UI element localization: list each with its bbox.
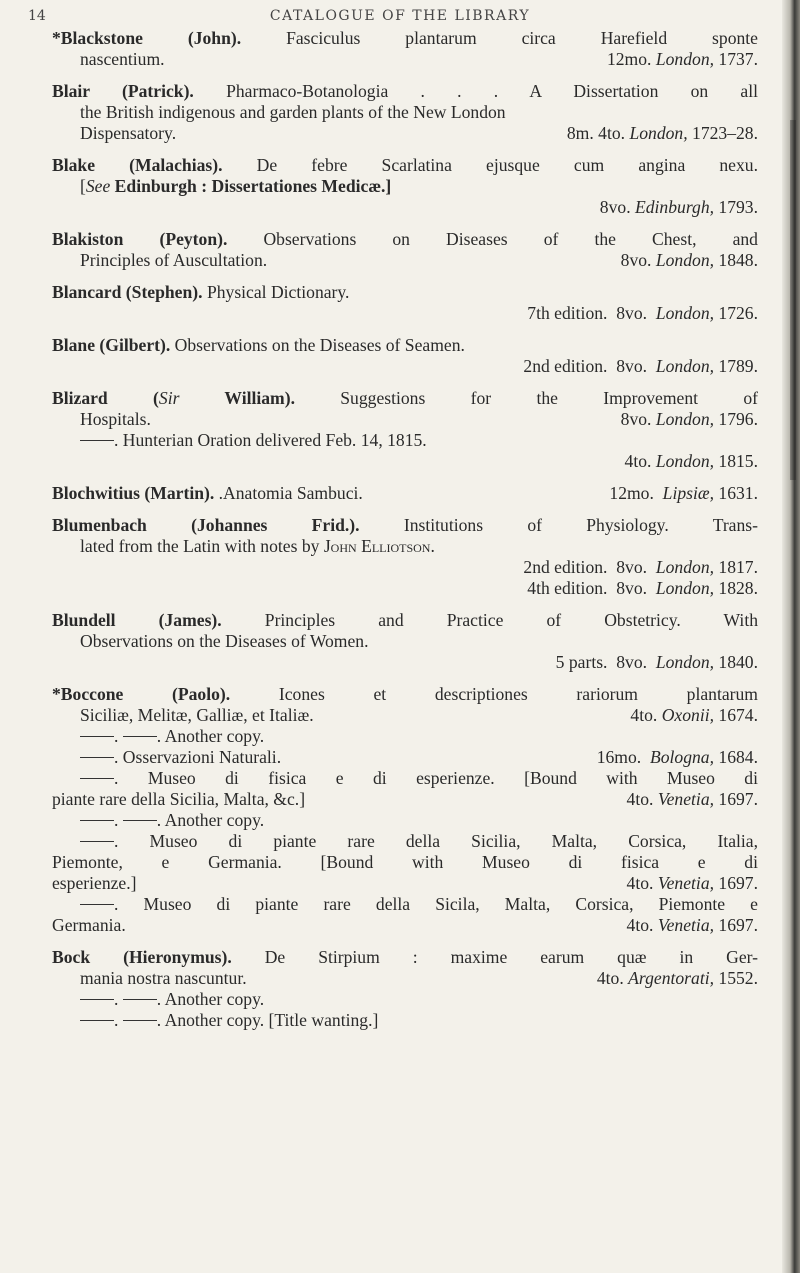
- entry-line: . . Another copy.: [52, 810, 758, 831]
- entry-format: 8vo.: [599, 197, 631, 217]
- entry-line: [52, 123, 758, 144]
- entry-place: London,: [655, 557, 715, 577]
- entry-line: [52, 49, 758, 70]
- entry-year: 1817.: [714, 557, 758, 577]
- entry-line: [52, 652, 758, 673]
- ditto-dash: [80, 999, 114, 1000]
- entry-title: Siciliæ, Melitæ, Galliæ, et Italiæ.: [80, 705, 314, 725]
- entry-year: 1737.: [714, 49, 758, 69]
- entry-blakiston: [52, 229, 758, 271]
- entry-line: [52, 705, 758, 726]
- entry-title: Hospitals.: [80, 409, 151, 429]
- entry-blundell: [52, 610, 758, 673]
- entry-format: 4to.: [626, 873, 654, 893]
- entry-format: 8vo.: [616, 578, 648, 598]
- entry-place: Venetia,: [657, 873, 715, 893]
- entry-year: 1697.: [714, 873, 758, 893]
- ditto-dash: [80, 440, 114, 441]
- entry-imprint: [597, 968, 758, 989]
- entry-place: London,: [655, 250, 715, 270]
- entry-line: [52, 684, 758, 705]
- entry-heading: [52, 483, 363, 504]
- entry-blair: [52, 81, 758, 144]
- entry-imprint: [607, 49, 758, 70]
- entry-place: London,: [655, 578, 715, 598]
- entry-title: . Museo di piante rare della Sicila, Malta, Corsica, Piemonte e: [114, 894, 758, 914]
- entry-format: 8vo.: [620, 250, 652, 270]
- entry-title: .Anatomia Sambuci.: [214, 483, 363, 503]
- entry-year: 1631.: [714, 483, 758, 503]
- entry-format: 8vo.: [616, 652, 648, 672]
- entry-line: [52, 229, 758, 250]
- page-number: 14: [28, 8, 46, 24]
- entry-imprint: [597, 747, 758, 768]
- ditto-dash: [80, 904, 114, 905]
- entry-format: 8vo.: [616, 303, 648, 323]
- ditto-dash: [123, 1020, 157, 1021]
- entry-line: [52, 155, 758, 176]
- ditto-dash: [123, 736, 157, 737]
- entry-blancard: [52, 282, 758, 324]
- ditto-dash: [80, 778, 114, 779]
- entry-format: 4to.: [624, 451, 652, 471]
- entry-line: [52, 557, 758, 578]
- entry-year: 1697.: [714, 789, 758, 809]
- entry-year: 1726.: [714, 303, 758, 323]
- entry-blackstone: [52, 28, 758, 70]
- entry-title: Principles of Auscultation.: [80, 250, 268, 270]
- ditto-dash: [123, 820, 157, 821]
- entry-year: 1697.: [714, 915, 758, 935]
- entry-author: Blair (Patrick).: [52, 81, 194, 101]
- entry-format: 4to.: [630, 705, 658, 725]
- entry-title: Germania.: [52, 915, 126, 935]
- entry-line: [52, 768, 758, 789]
- entry-year: 1815.: [714, 451, 758, 471]
- entry-line: the British indigenous and garden plants of the New London: [80, 102, 506, 122]
- entry-format: 8vo.: [616, 557, 648, 577]
- entry-bock: [52, 947, 758, 1031]
- entry-year: 1840.: [714, 652, 758, 672]
- entry-title: Dispensatory.: [80, 123, 177, 143]
- entry-line: [52, 356, 758, 377]
- entry-line: [52, 515, 758, 536]
- entry-format: 12mo.: [606, 49, 652, 69]
- entry-format: 8vo.: [620, 409, 652, 429]
- entry-place: Argentorati,: [628, 968, 715, 988]
- entry-author: Blochwitius (Martin).: [52, 483, 215, 503]
- entry-line: [52, 536, 758, 557]
- entry-line: [52, 250, 758, 271]
- entry-place: London,: [629, 123, 688, 143]
- catalogue-entries: [52, 28, 758, 1042]
- bracket: [: [80, 176, 86, 196]
- entry-imprint: [609, 483, 758, 504]
- entry-title: Observations on Diseases of the Chest, and: [227, 229, 758, 249]
- entry-line: [52, 894, 758, 915]
- entry-year: 1789.: [714, 356, 758, 376]
- entry-place: London,: [655, 49, 715, 69]
- entry-imprint: [621, 409, 758, 430]
- entry-author: Blundell (James).: [52, 610, 222, 630]
- entry-title: Pharmaco-Botanologia . . . A Dissertation on all: [193, 81, 758, 101]
- entry-place: London,: [655, 303, 715, 323]
- entry-edition: 2nd edition.: [523, 356, 608, 376]
- entry-line: [52, 831, 758, 852]
- ditto-dash: [123, 999, 157, 1000]
- entry-edition: 2nd edition.: [523, 557, 608, 577]
- entry-imprint: [627, 915, 758, 936]
- entry-title: De Stirpium : maxime earum quæ in Ger-: [231, 947, 758, 967]
- entry-author: Blane (Gilbert).: [52, 335, 171, 355]
- entry-title: nascentium.: [80, 49, 165, 69]
- entry-line: [52, 873, 758, 894]
- entry-format: 16mo.: [596, 747, 642, 767]
- entry-line: [52, 388, 758, 409]
- entry-author: Blumenbach (Johannes Frid.).: [52, 515, 360, 535]
- entry-title: Observations on the Diseases of Seamen.: [170, 335, 465, 355]
- entry-line: Piemonte, e Germania. [Bound with Museo di fisica e di: [52, 852, 758, 872]
- running-header: CATALOGUE OF THE LIBRARY: [269, 8, 531, 24]
- entry-blane: [52, 335, 758, 377]
- entry-title: esperienze.]: [52, 873, 137, 893]
- entry-line: . . Another copy.: [52, 726, 758, 747]
- entry-title: . Another copy.: [156, 989, 265, 1009]
- entry-line: [52, 789, 758, 810]
- entry-year: 1848.: [714, 250, 758, 270]
- entry-title: . Museo di piante rare della Sicilia, Malta, Corsica, Italia,: [114, 831, 758, 851]
- ditto-dash: [80, 841, 114, 842]
- see-reference: See: [85, 176, 111, 196]
- entry-year: 1684.: [714, 747, 758, 767]
- entry-year: 1828.: [714, 578, 758, 598]
- entry-title: . Another copy.: [156, 726, 265, 746]
- entry-format: 4to.: [626, 789, 654, 809]
- entry-title: . Museo di fisica e di esperienze. [Bound with Museo di: [114, 768, 758, 788]
- entry-title: De febre Scarlatina ejusque cum angina nexu.: [222, 155, 758, 175]
- entry-title: piante rare della Sicilia, Malta, &c.]: [52, 789, 306, 809]
- entry-format: 12mo.: [609, 483, 654, 503]
- entry-line: [52, 282, 758, 303]
- entry-edition: 4th edition.: [527, 578, 608, 598]
- entry-place: Lipsiæ,: [662, 483, 715, 503]
- entry-author: Blancard (Stephen).: [52, 282, 203, 302]
- entry-title: Principles and Practice of Obstetricy. With: [221, 610, 759, 630]
- ditto-dash: [80, 1020, 114, 1021]
- entry-line: [52, 578, 758, 599]
- entry-title: . Another copy. [Title wanting.]: [156, 1010, 379, 1030]
- entry-place: Oxonii,: [661, 705, 715, 725]
- entry-line: . . Another copy.: [52, 989, 758, 1010]
- entry-line: . . Another copy. [Title wanting.]: [52, 1010, 758, 1031]
- entry-format: 4to.: [596, 968, 624, 988]
- entry-place: Venetia,: [657, 789, 715, 809]
- entry-title: Institutions of Physiology. Trans-: [359, 515, 758, 535]
- entry-line: [52, 747, 758, 768]
- entry-line: [52, 335, 758, 356]
- entry-author: *Boccone (Paolo).: [52, 684, 231, 704]
- entry-year: 1674.: [714, 705, 758, 725]
- entry-year: 1793.: [714, 197, 758, 217]
- entry-format: 8vo.: [616, 356, 648, 376]
- entry-line: [52, 197, 758, 218]
- entry-line: [52, 610, 758, 631]
- entry-title: lated from the Latin with notes by: [80, 536, 324, 556]
- entry-imprint: [630, 705, 758, 726]
- entry-year: 1796.: [714, 409, 758, 429]
- entry-title: . Another copy.: [156, 810, 265, 830]
- entry-line: [52, 968, 758, 989]
- entry-title: Suggestions for the Improvement of: [294, 388, 758, 408]
- entry-line: [52, 28, 758, 49]
- author-part: Blizard (: [52, 388, 159, 408]
- entry-author: Bock (Hieronymus).: [52, 947, 232, 967]
- entry-blake: [52, 155, 758, 218]
- entry-title: Icones et descriptiones rariorum plantarum: [230, 684, 758, 704]
- entry-title: Fasciculus plantarum circa Harefield sponte: [241, 28, 758, 48]
- entry-format: 8m. 4to.: [566, 123, 626, 143]
- author-part: William).: [179, 388, 295, 408]
- entry-title: . Osservazioni Naturali.: [114, 747, 282, 767]
- entry-line: [52, 915, 758, 936]
- entry-heading: [80, 747, 281, 768]
- ditto-dash: [80, 820, 114, 821]
- entry-place: Edinburgh,: [635, 197, 715, 217]
- entry-line: [52, 409, 758, 430]
- entry-author: Blakiston (Peyton).: [52, 229, 228, 249]
- entry-line: [52, 430, 758, 451]
- ditto-dash: [80, 757, 114, 758]
- entry-imprint: [567, 123, 758, 144]
- author-title: Sir: [158, 388, 180, 408]
- entry-place: London,: [655, 356, 715, 376]
- entry-line: [52, 483, 758, 504]
- entry-title: . Hunterian Oration delivered Feb. 14, 1815.: [114, 430, 427, 450]
- entry-edition: 5 parts.: [555, 652, 608, 672]
- entry-author: [52, 388, 295, 408]
- entry-author: *Blackstone (John).: [52, 28, 242, 48]
- entry-year: 1552.: [714, 968, 758, 988]
- cross-reference: Edinburgh : Dissertationes Medicæ.]: [110, 176, 392, 196]
- entry-boccone: [52, 684, 758, 936]
- entry-title: Physical Dictionary.: [202, 282, 350, 302]
- page-edge-binding: [790, 120, 796, 480]
- entry-line: [52, 947, 758, 968]
- entry-line: [52, 81, 758, 102]
- entry-format: 4to.: [626, 915, 654, 935]
- entry-place: London,: [655, 652, 715, 672]
- entry-blumenbach: [52, 515, 758, 599]
- entry-line: [52, 176, 758, 197]
- entry-edition: 7th edition.: [527, 303, 608, 323]
- entry-imprint: [627, 789, 758, 810]
- entry-place: London,: [655, 409, 715, 429]
- entry-place: Bologna,: [649, 747, 715, 767]
- entry-blochwitius: [52, 483, 758, 504]
- translator-name: John Elliotson.: [323, 536, 435, 556]
- ditto-dash: [80, 736, 114, 737]
- entry-author: Blake (Malachias).: [52, 155, 223, 175]
- entry-line: Observations on the Diseases of Women.: [80, 631, 369, 651]
- entry-line: [52, 451, 758, 472]
- entry-title: mania nostra nascuntur.: [80, 968, 247, 988]
- entry-imprint: [621, 250, 758, 271]
- entry-year: 1723–28.: [687, 123, 758, 143]
- entry-place: London,: [655, 451, 715, 471]
- entry-place: Venetia,: [657, 915, 715, 935]
- entry-blizard: [52, 388, 758, 472]
- entry-line: [52, 303, 758, 324]
- entry-imprint: [627, 873, 758, 894]
